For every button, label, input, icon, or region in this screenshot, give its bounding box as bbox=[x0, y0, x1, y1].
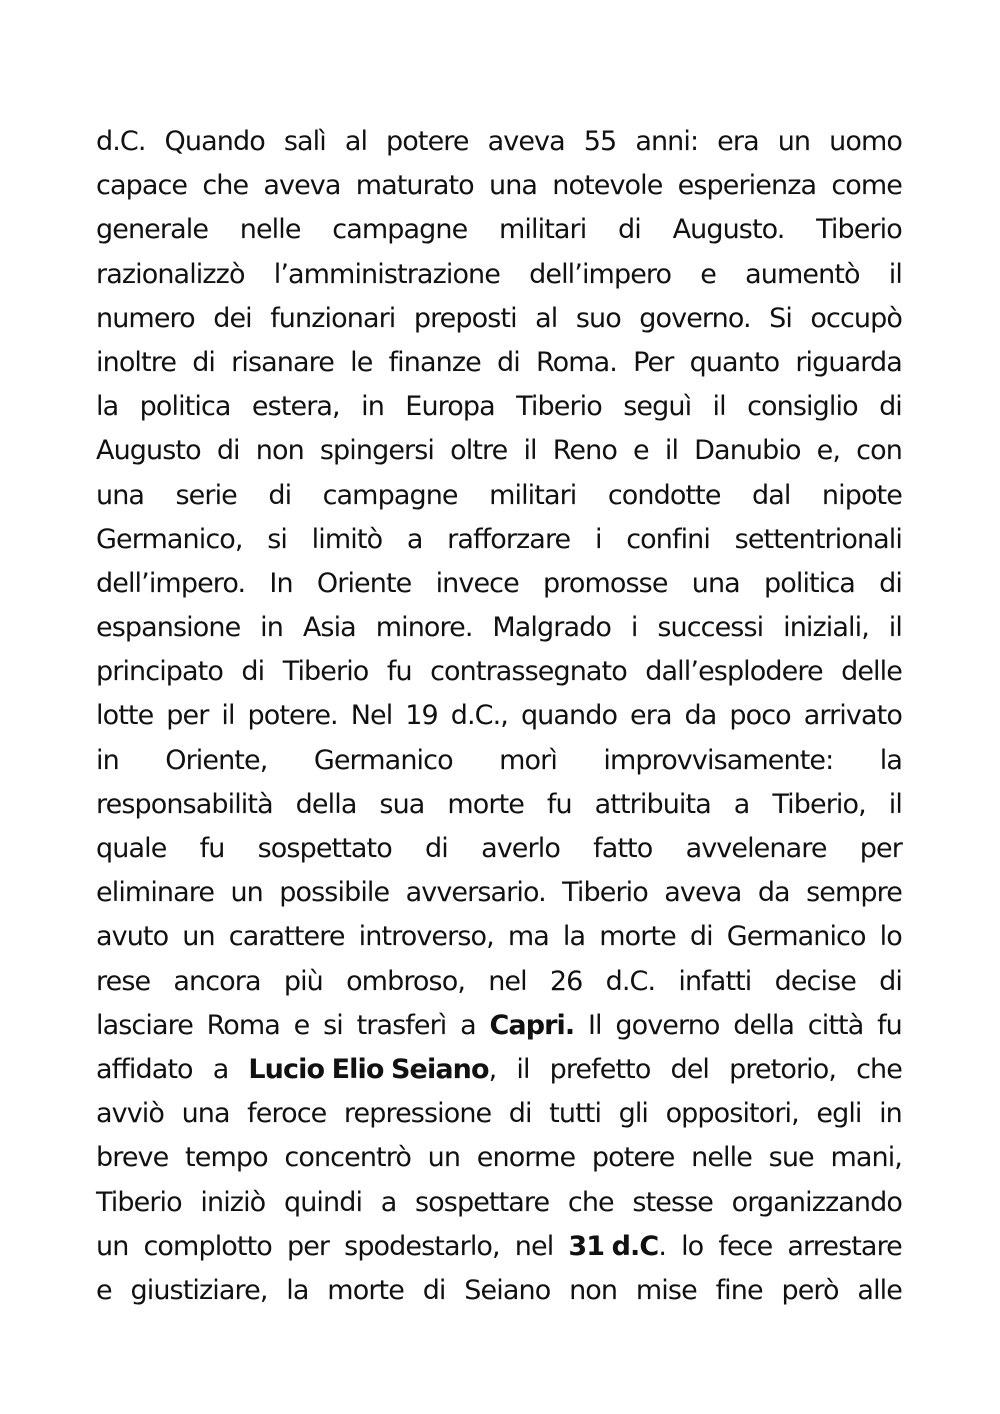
text-line bbox=[96, 915, 902, 959]
word: Roma. bbox=[535, 346, 617, 378]
word: 26 bbox=[549, 965, 583, 997]
word: trasferì bbox=[356, 1009, 447, 1041]
word: Seiano bbox=[464, 1274, 551, 1306]
word: governo bbox=[615, 1009, 720, 1041]
word: Reno bbox=[552, 435, 617, 467]
word: fece bbox=[718, 1230, 773, 1262]
word: averlo bbox=[481, 833, 560, 864]
word: iniziali, bbox=[783, 612, 869, 644]
word bbox=[489, 1004, 574, 1048]
word: razionalizzò bbox=[96, 258, 245, 290]
word: infatti bbox=[678, 965, 752, 997]
word: giustiziare, bbox=[130, 1274, 268, 1306]
word: repressione bbox=[343, 1098, 492, 1130]
word: enorme bbox=[476, 1142, 576, 1174]
word: di bbox=[422, 1274, 446, 1306]
word: il bbox=[888, 612, 902, 644]
word: lo bbox=[879, 921, 902, 953]
word: aveva bbox=[487, 126, 565, 157]
word: fu bbox=[199, 833, 225, 864]
word: e bbox=[96, 1274, 112, 1306]
word: rafforzare bbox=[447, 523, 571, 555]
word: pretorio, bbox=[729, 1053, 837, 1085]
word: funzionari bbox=[270, 302, 396, 334]
word: un bbox=[427, 1142, 461, 1174]
word: Il bbox=[587, 1009, 602, 1041]
word: seguì bbox=[623, 391, 692, 423]
word: a bbox=[212, 1053, 229, 1085]
word: fu bbox=[546, 788, 572, 820]
text-line bbox=[96, 650, 902, 694]
word: contrassegnato bbox=[430, 656, 627, 688]
word: si bbox=[323, 1009, 343, 1041]
word: aumentò bbox=[745, 258, 860, 290]
word: campagne bbox=[322, 479, 458, 511]
word: Germanico bbox=[726, 921, 866, 953]
bold-text: 31 d.C bbox=[568, 1230, 659, 1262]
word: Si bbox=[769, 302, 792, 334]
word: dell’impero. bbox=[96, 567, 246, 599]
word: numero bbox=[96, 302, 195, 334]
word: tempo bbox=[185, 1142, 268, 1174]
word: politica bbox=[139, 391, 231, 423]
word: quindi bbox=[283, 1186, 363, 1218]
word: Germanico, bbox=[96, 523, 243, 555]
word: d.C. bbox=[605, 965, 656, 997]
text-line bbox=[96, 606, 902, 650]
word: a bbox=[380, 1186, 397, 1218]
text-line bbox=[96, 783, 902, 827]
bold-text: Lucio Elio Seiano bbox=[248, 1053, 489, 1085]
word: riguarda bbox=[795, 346, 902, 378]
word: potere. bbox=[247, 700, 338, 732]
word: politica bbox=[764, 567, 855, 599]
word: anni: bbox=[635, 126, 699, 157]
text-line bbox=[96, 694, 902, 738]
word: espansione bbox=[96, 612, 241, 644]
word: ma bbox=[507, 921, 549, 953]
word: complotto bbox=[143, 1230, 272, 1262]
word: breve bbox=[96, 1142, 169, 1174]
word: che bbox=[202, 170, 249, 202]
word: feroce bbox=[247, 1098, 327, 1130]
word: sempre bbox=[806, 877, 902, 909]
word: occupò bbox=[810, 302, 902, 334]
word: che bbox=[567, 1186, 614, 1218]
word: da bbox=[684, 700, 717, 732]
word: notevole bbox=[552, 170, 663, 202]
word: mise bbox=[635, 1274, 697, 1306]
word: a bbox=[733, 788, 750, 820]
word: Lucio Elio Seiano, bbox=[248, 1053, 497, 1085]
word: campagne bbox=[332, 214, 468, 246]
text-line bbox=[96, 562, 902, 606]
word: promosse bbox=[543, 567, 668, 599]
word: possibile bbox=[279, 877, 390, 909]
word: finanze bbox=[388, 346, 481, 378]
word: mani, bbox=[830, 1142, 902, 1174]
word: sospettare bbox=[415, 1186, 550, 1218]
word: Nel bbox=[350, 700, 393, 732]
word: d.C., bbox=[450, 700, 508, 732]
word: estera, bbox=[251, 391, 340, 423]
word: quanto bbox=[689, 346, 780, 378]
word: Tiberio bbox=[816, 214, 902, 246]
word: nelle bbox=[239, 214, 301, 246]
text-line bbox=[96, 385, 902, 429]
text-line bbox=[96, 120, 902, 164]
word: improvvisamente: bbox=[603, 744, 834, 776]
word: non bbox=[255, 435, 304, 467]
word: il bbox=[664, 435, 679, 467]
word: delle bbox=[841, 656, 902, 688]
text-line bbox=[96, 297, 902, 341]
word: per bbox=[859, 833, 902, 864]
word: i bbox=[594, 523, 602, 555]
word: sua bbox=[379, 788, 425, 820]
word: esperienza bbox=[677, 170, 817, 202]
text-line bbox=[96, 871, 902, 915]
word: carattere bbox=[228, 921, 345, 953]
word: Danubio bbox=[694, 435, 801, 467]
word: Tiberio bbox=[96, 1186, 182, 1218]
word: da bbox=[757, 877, 790, 909]
word: di bbox=[879, 567, 902, 599]
word: un bbox=[182, 921, 215, 953]
text-line bbox=[96, 474, 902, 518]
text-line bbox=[96, 341, 902, 385]
word: Quando bbox=[164, 126, 265, 157]
word: condotte bbox=[607, 479, 721, 511]
word: non bbox=[569, 1274, 618, 1306]
word: Germanico bbox=[313, 744, 453, 776]
word: il bbox=[516, 1053, 530, 1085]
word: serie bbox=[175, 479, 237, 511]
word: un bbox=[777, 126, 811, 157]
word: città bbox=[807, 1009, 864, 1041]
word: governo. bbox=[639, 302, 751, 334]
word: poco bbox=[729, 700, 791, 732]
word: la bbox=[286, 1274, 309, 1306]
word: eliminare bbox=[96, 877, 215, 909]
word: in bbox=[96, 744, 119, 776]
word: Oriente bbox=[316, 567, 412, 599]
word: attribuita bbox=[594, 788, 711, 820]
word: In bbox=[269, 567, 293, 599]
text-line bbox=[96, 1181, 902, 1225]
word: dall’esplodere bbox=[645, 656, 823, 688]
word: d.C. bbox=[96, 126, 146, 157]
word: del bbox=[670, 1053, 710, 1085]
word: avviò bbox=[96, 1098, 165, 1130]
text-line bbox=[96, 1048, 902, 1092]
word: e bbox=[633, 435, 649, 467]
word: 19 bbox=[405, 700, 438, 732]
word: un bbox=[96, 1230, 129, 1262]
word: al bbox=[344, 126, 368, 157]
word: però bbox=[781, 1274, 839, 1306]
word: con bbox=[856, 435, 902, 467]
word: lasciare bbox=[96, 1009, 193, 1041]
word: 55 bbox=[583, 126, 617, 157]
word: successi bbox=[657, 612, 764, 644]
word: di bbox=[192, 346, 216, 378]
word: una bbox=[96, 479, 145, 511]
text-line bbox=[96, 1225, 902, 1269]
word: Tiberio bbox=[516, 391, 602, 423]
text-line bbox=[96, 429, 902, 473]
word: a bbox=[406, 523, 423, 555]
word: quando bbox=[520, 700, 618, 732]
word: nipote bbox=[821, 479, 902, 511]
word: di bbox=[241, 656, 265, 688]
word: fu bbox=[877, 1009, 902, 1041]
word: avuto bbox=[96, 921, 169, 953]
word: la bbox=[562, 921, 586, 953]
text-line bbox=[96, 208, 902, 252]
word: oltre bbox=[450, 435, 508, 467]
word: un bbox=[230, 877, 263, 909]
word: i bbox=[630, 612, 638, 644]
word: Tiberio bbox=[282, 656, 369, 688]
word: di bbox=[508, 1098, 532, 1130]
word: e bbox=[700, 258, 716, 290]
word: a bbox=[460, 1009, 476, 1041]
word: era bbox=[630, 700, 672, 732]
text-line bbox=[96, 1004, 902, 1048]
word: capace bbox=[96, 170, 188, 202]
word: consiglio bbox=[747, 391, 858, 423]
word: Per bbox=[633, 346, 674, 378]
word: decise bbox=[774, 965, 856, 997]
word: una bbox=[691, 567, 740, 599]
word: Augusto. bbox=[672, 214, 785, 246]
word: rese bbox=[96, 965, 151, 997]
text-line bbox=[96, 518, 902, 562]
word: in bbox=[260, 612, 283, 644]
word: Tiberio bbox=[562, 877, 648, 909]
word: spodestarlo, bbox=[344, 1230, 500, 1262]
word: inoltre bbox=[96, 346, 177, 378]
word: prefetto bbox=[549, 1053, 651, 1085]
word: fatto bbox=[593, 833, 653, 864]
word: organizzando bbox=[731, 1186, 902, 1218]
word: salì bbox=[283, 126, 326, 157]
word: alle bbox=[857, 1274, 902, 1306]
word: morte bbox=[327, 1274, 404, 1306]
word: per bbox=[166, 700, 209, 732]
word: uomo bbox=[829, 126, 902, 157]
word: militari bbox=[489, 479, 577, 511]
text-line bbox=[96, 960, 902, 1004]
word: limitò bbox=[311, 523, 383, 555]
word: la bbox=[879, 744, 902, 776]
word: la bbox=[96, 391, 119, 423]
word: della bbox=[733, 1009, 795, 1041]
word: aveva bbox=[664, 877, 742, 909]
word: avvelenare bbox=[685, 833, 827, 864]
word: gli bbox=[618, 1098, 649, 1130]
word: arrestare bbox=[787, 1230, 902, 1262]
word: le bbox=[350, 346, 373, 378]
word: risanare bbox=[231, 346, 334, 378]
word: responsabilità bbox=[96, 788, 273, 820]
word: minore. bbox=[375, 612, 473, 644]
word: e bbox=[293, 1009, 310, 1041]
word: Roma bbox=[206, 1009, 280, 1041]
word: ombroso, bbox=[346, 965, 466, 997]
word: morte bbox=[447, 788, 524, 820]
word: introverso, bbox=[358, 921, 494, 953]
word: Augusto bbox=[96, 435, 201, 467]
word: affidato bbox=[96, 1053, 193, 1085]
word: nel bbox=[488, 965, 527, 997]
word: fine bbox=[715, 1274, 763, 1306]
word: in bbox=[361, 391, 384, 423]
word: dell’impero bbox=[529, 258, 672, 290]
word: il bbox=[523, 435, 537, 467]
word: spingersi bbox=[319, 435, 435, 467]
word: aveva bbox=[263, 170, 341, 202]
word: potere bbox=[591, 1142, 675, 1174]
word: Tiberio, bbox=[772, 788, 866, 820]
word: morte bbox=[599, 921, 676, 953]
word: egli bbox=[816, 1098, 862, 1130]
word: maturato bbox=[355, 170, 474, 202]
word: di bbox=[618, 214, 641, 246]
text-line bbox=[96, 1136, 902, 1180]
word: più bbox=[283, 965, 323, 997]
word: iniziò bbox=[200, 1186, 266, 1218]
text-line bbox=[96, 739, 902, 783]
word: che bbox=[856, 1053, 902, 1085]
text-line bbox=[96, 1269, 902, 1313]
word: il bbox=[221, 700, 235, 732]
text-line bbox=[96, 1092, 902, 1136]
text-line bbox=[96, 827, 902, 871]
word: potere bbox=[386, 126, 469, 157]
word: una bbox=[488, 170, 538, 202]
word: il bbox=[712, 391, 726, 423]
word: di bbox=[879, 391, 902, 423]
word: di bbox=[496, 346, 520, 378]
word: avversario. bbox=[405, 877, 546, 909]
word: una bbox=[181, 1098, 230, 1130]
bold-text: Capri. bbox=[489, 1009, 575, 1041]
word: di bbox=[425, 833, 448, 864]
word: al bbox=[535, 302, 558, 334]
word: nel bbox=[514, 1230, 554, 1262]
word: invece bbox=[435, 567, 519, 599]
body-paragraph bbox=[96, 120, 902, 1313]
word: come bbox=[831, 170, 902, 202]
word: di bbox=[879, 965, 902, 997]
word: settentrionali bbox=[734, 523, 902, 555]
word: in bbox=[879, 1098, 902, 1130]
word: l’amministrazione bbox=[273, 258, 500, 290]
word: lotte bbox=[96, 700, 154, 732]
word: e, bbox=[816, 435, 841, 467]
word: della bbox=[295, 788, 357, 820]
word: morì bbox=[499, 744, 557, 776]
word: arrivato bbox=[803, 700, 902, 732]
word: militari bbox=[499, 214, 587, 246]
word: ancora bbox=[173, 965, 261, 997]
word: principato bbox=[96, 656, 223, 688]
word: stesse bbox=[632, 1186, 714, 1218]
word: concentrò bbox=[284, 1142, 411, 1174]
word: generale bbox=[96, 214, 209, 246]
word: lo bbox=[681, 1230, 704, 1262]
word: si bbox=[267, 523, 288, 555]
word: oppositori, bbox=[665, 1098, 799, 1130]
word: fu bbox=[386, 656, 412, 688]
word: Oriente, bbox=[165, 744, 268, 776]
word: confini bbox=[626, 523, 710, 555]
text-line bbox=[96, 253, 902, 297]
word: tutti bbox=[549, 1098, 602, 1130]
word: Malgrado bbox=[492, 612, 611, 644]
word: Asia bbox=[302, 612, 356, 644]
word: sospettato bbox=[257, 833, 392, 864]
word: per bbox=[286, 1230, 330, 1262]
word: di bbox=[268, 479, 292, 511]
word: il bbox=[888, 788, 902, 820]
word: preposti bbox=[413, 302, 517, 334]
word: Europa bbox=[405, 391, 495, 423]
word: 31 d.C. bbox=[568, 1230, 667, 1262]
word: era bbox=[717, 126, 759, 157]
word: suo bbox=[575, 302, 621, 334]
text-line bbox=[96, 164, 902, 208]
word: sue bbox=[768, 1142, 814, 1174]
word: il bbox=[888, 258, 902, 290]
word: dei bbox=[213, 302, 252, 334]
word: nelle bbox=[691, 1142, 752, 1174]
word: dal bbox=[751, 479, 791, 511]
word: di bbox=[689, 921, 713, 953]
word: di bbox=[216, 435, 240, 467]
word: quale bbox=[96, 833, 167, 864]
